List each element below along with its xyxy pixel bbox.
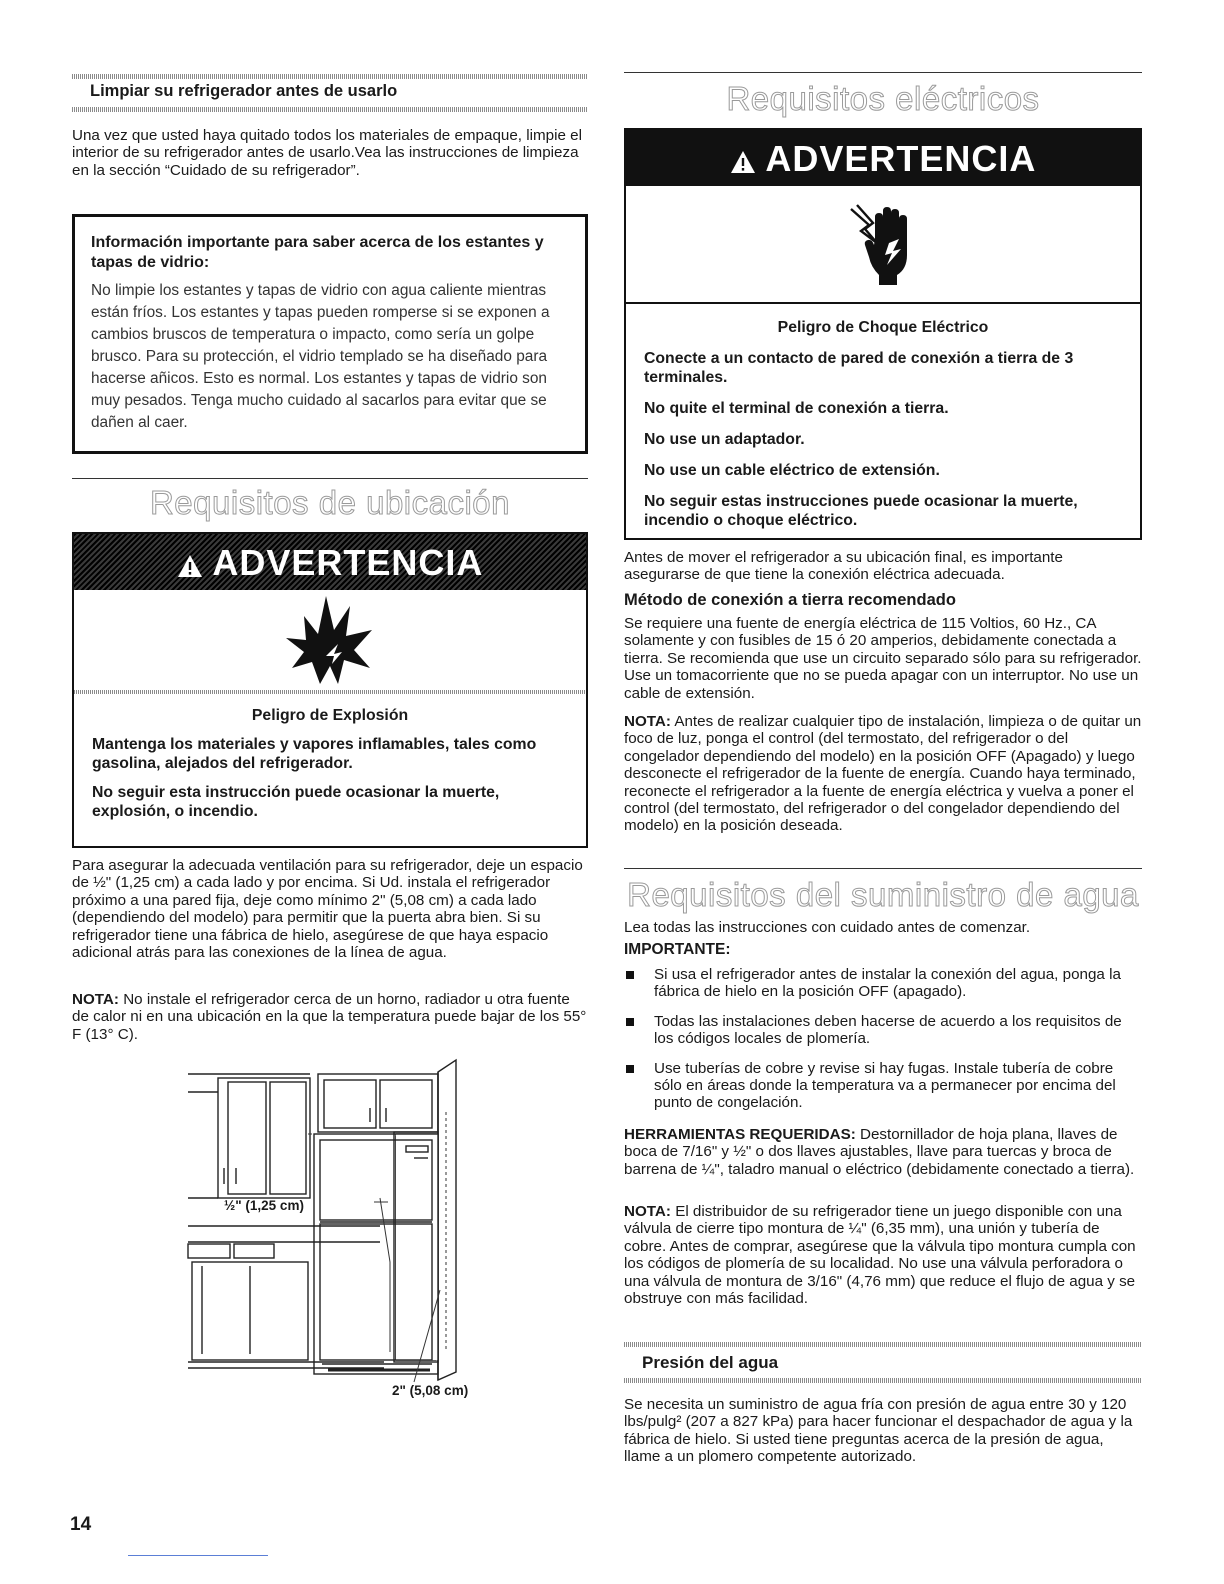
- explosion-hazard-title: Peligro de Explosión: [251, 707, 409, 724]
- list-item: Si usa el refrigerador antes de instalar la conexión del agua, ponga la fábrica de hielo en la posición OFF (apagado).: [624, 966, 1142, 1001]
- move-text: Antes de mover el refrigerador a su ubicación final, es importante asegurarse de que tiene la conexión eléctrica adecuada.: [624, 549, 1063, 584]
- water-intro: Lea todas las instrucciones con cuidado antes de comenzar.: [624, 919, 1031, 936]
- shock-line-3: No use un adaptador.: [644, 431, 805, 448]
- hatch-rule: [624, 1342, 1142, 1347]
- location-note: [72, 991, 588, 1043]
- explosion-text: [74, 706, 586, 821]
- warning-triangle-icon: [177, 542, 213, 583]
- shock-warning-box: [624, 128, 1142, 540]
- section-rule: [624, 868, 1142, 869]
- electric-title: Requisitos eléctricos: [726, 80, 1040, 117]
- glass-info-box: [72, 214, 588, 454]
- nota-label: NOTA:: [624, 713, 671, 730]
- clearance-label-half-inch: ½" (1,25 cm): [224, 1198, 304, 1213]
- importante-label: IMPORTANTE:: [624, 941, 731, 958]
- explosion-warning-box: [72, 532, 588, 848]
- location-title: Requisitos de ubicación: [149, 484, 511, 521]
- pressure-text: Se necesita un suministro de agua fría con presión de agua entre 30 y 120 lbs/pulg² (207 a 827 kPa) para hacer funcionar el despachador de agua y la fábrica de hielo. Si usted tiene preguntas acerca de la presión de agua, llame a un plomero competente autorizado.: [624, 1396, 1133, 1466]
- water-title: Requisitos del suministro de agua: [627, 876, 1139, 913]
- electric-note: [624, 713, 1142, 835]
- nota-text: Antes de realizar cualquier tipo de instalación, limpieza o de quitar un foco de luz, ponga el control (del termostato, del refrigerador o del congelador dependiendo del modelo) en la posición OFF (Apagado) y luego desconecte el refrigerador de la fuente de energía. Cuando haya terminado, reconecte el refrigerador a la fuente de energía eléctrica y vuelva a poner el control (del termostato, del refrigerador o del congelador dependiendo del modelo) en la posición deseada.: [624, 713, 1142, 835]
- tools-text: [624, 1126, 1142, 1178]
- warning-label: ADVERTENCIA: [212, 542, 484, 583]
- clean-heading: Limpiar su refrigerador antes de usarlo: [90, 82, 398, 100]
- ventilation-text: Para asegurar la adecuada ventilación para su refrigerador, deje un espacio de ½" (1,25 cm) a cada lado y por encima. Si Ud. instala el refrigerador próximo a una pared fija, deje como mínimo 2" (5,08 cm) a cada lado (dependiendo del modelo) para permitir que la puerta abra bien. Si su refrigerador tiene una fábrica de hielo, asegúrese de que haya espacio adicional atrás para las conexiones de la línea de agua.: [72, 857, 583, 962]
- explosion-line-2: No seguir esta instrucción puede ocasionar la muerte, explosión, o incendio.: [92, 784, 500, 820]
- water-bullet-list: [624, 966, 1142, 1120]
- shock-hazard-title: Peligro de Choque Eléctrico: [777, 319, 989, 336]
- shock-line-4: No use un cable eléctrico de extensión.: [644, 462, 940, 479]
- list-item: Todas las instalaciones deben hacerse de acuerdo a los requisitos de los códigos locales de plomería.: [624, 1013, 1142, 1048]
- shock-line-2: No quite el terminal de conexión a tierra.: [644, 400, 949, 417]
- nota-text: No instale el refrigerador cerca de un horno, radiador u otra fuente de calor ni en una ubicación en la que la temperatura puede bajar de los 55° F (13° C).: [72, 991, 587, 1043]
- method-heading: Método de conexión a tierra recomendado: [624, 591, 956, 609]
- section-rule: [72, 478, 588, 479]
- explosion-icon-row: [74, 590, 586, 690]
- clearance-label-two-inch: 2" (5,08 cm): [392, 1383, 469, 1398]
- page-number: 14: [70, 1514, 92, 1535]
- warning-bar: [74, 534, 586, 590]
- warning-label: ADVERTENCIA: [765, 138, 1037, 179]
- list-item: Use tuberías de cobre y revise si hay fugas. Instale tubería de cobre sólo en áreas donde la temperatura va a permanecer por encima del punto de congelación.: [624, 1060, 1142, 1112]
- hatch-rule: [72, 74, 588, 79]
- refrigerator-clearance-diagram: [184, 1052, 474, 1412]
- nota-label: NOTA:: [624, 1203, 671, 1220]
- tools-description: Destornillador de hoja plana, llaves de boca de 7/16" y ½" o dos llaves ajustables, llave para tuercas y broca de barrena de ¼", taladro manual o eléctrico (debidamente conectado a tierra).: [624, 1126, 1135, 1178]
- shock-line-5: No seguir estas instrucciones puede ocasionar la muerte, incendio o choque eléctrico.: [644, 493, 1078, 529]
- nota-text: El distribuidor de su refrigerador tiene un juego disponible con una válvula de cierre tipo montura de ¼" (6,35 mm), una unión y tubería de cobre. Antes de comprar, asegúrese que la válvula tipo montura cumpla con los códigos de plomería de su localidad. No use una válvula perforadora o una válvula de montura de 3/16" (4,76 mm) que reduce el flujo de agua y se obstruye con más facilidad.: [624, 1203, 1136, 1308]
- distributor-note: [624, 1203, 1142, 1307]
- electric-shock-hand-icon: [847, 199, 919, 289]
- method-text: Se requiere una fuente de energía eléctrica de 115 Voltios, 60 Hz., CA solamente y con fusibles de 15 ó 20 amperios, debidamente conectada a tierra. Se recomienda que use un circuito separado sólo para su refrigerador. Use un tomacorriente que no se pueda apagar con un interruptor. No use un cable de extensión.: [624, 615, 1142, 702]
- nota-label: NOTA:: [72, 991, 119, 1008]
- section-rule: [624, 72, 1142, 73]
- glass-box-text: No limpie los estantes y tapas de vidrio con agua caliente mientras están fríos. Los estantes y tapas pueden romperse si se exponen a cambios bruscos de temperatura o impacto, como sería un golpe brusco. Para su protección, el vidrio templado se ha diseñado para hacerse añicos. Esto es normal. Los estantes y tapas de vidrio son muy pesados. Tenga mucho cuidado al sacarlos para evitar que se dañen al caer.: [91, 282, 550, 431]
- pressure-heading: Presión del agua: [642, 1353, 779, 1372]
- clean-text: Una vez que usted haya quitado todos los materiales de empaque, limpie el interior de su refrigerador antes de usarlo.Vea las instrucciones de limpieza en la sección “Cuidado de su refrigerador”.: [72, 127, 582, 179]
- explosion-icon: [282, 594, 378, 686]
- shock-icon-row: [626, 186, 1140, 304]
- hatch-rule: [624, 1378, 1142, 1383]
- hatch-rule: [74, 690, 586, 694]
- shock-line-1: Conecte a un contacto de pared de conexión a tierra de 3 terminales.: [644, 350, 1074, 386]
- shock-text: [626, 318, 1140, 530]
- hatch-rule: [72, 107, 588, 112]
- footer-rule: [128, 1555, 268, 1556]
- tools-label: HERRAMIENTAS REQUERIDAS:: [624, 1126, 856, 1143]
- warning-bar: [626, 130, 1140, 186]
- glass-box-title: Información importante para saber acerca de los estantes y tapas de vidrio:: [91, 234, 544, 271]
- explosion-line-1: Mantenga los materiales y vapores inflamables, tales como gasolina, alejados del refrigerador.: [92, 736, 537, 772]
- warning-triangle-icon: [730, 138, 766, 179]
